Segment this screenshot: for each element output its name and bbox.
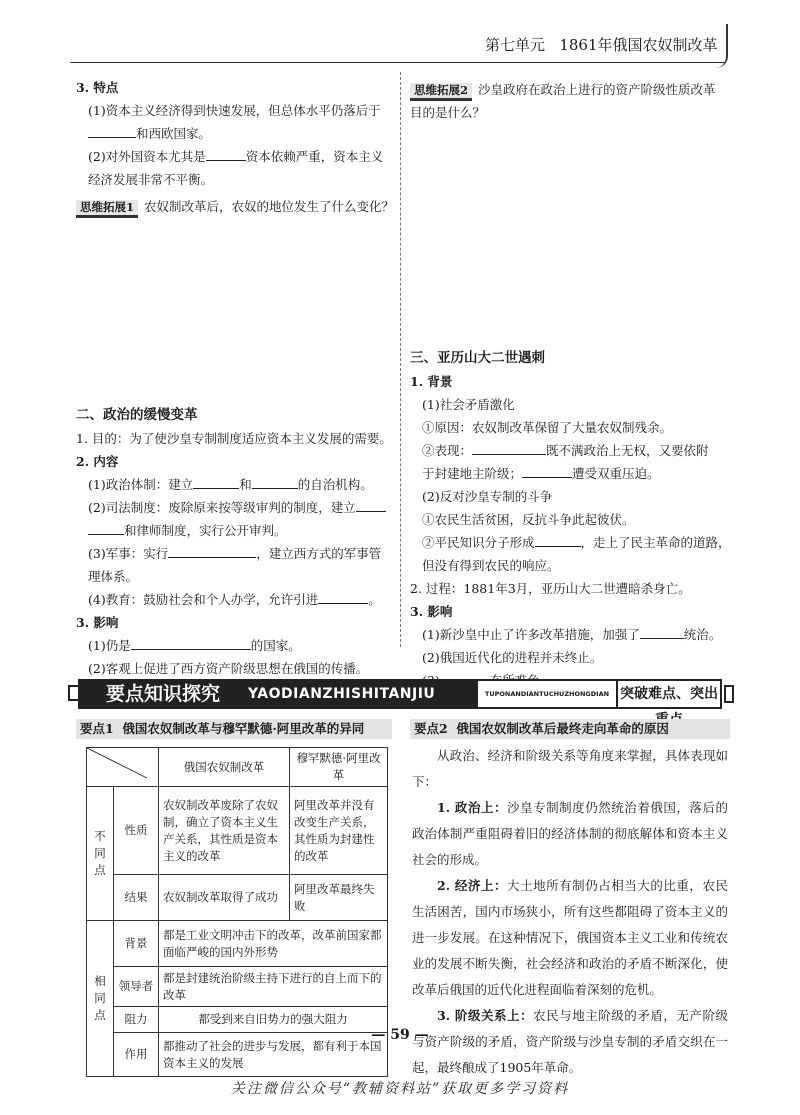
column-divider [400, 72, 401, 647]
text-line: 既不满政治上无权，又要依附 [546, 443, 709, 458]
table-cell: 都推动了社会的进步与发展，都有利于本国资本主义的发展 [159, 1033, 388, 1077]
right-top-block [410, 78, 728, 124]
unit-label: 第七单元 [485, 36, 546, 54]
table-cell: 农奴制改革取得了成功 [159, 875, 290, 921]
fill-blank[interactable] [193, 474, 239, 489]
text-line: 和西欧国家。 [136, 126, 212, 141]
row-category: 背景 [114, 921, 159, 967]
text-line: 于封建地主阶级； [422, 466, 523, 481]
text-line: 但没有得到农民的响应。 [422, 558, 560, 573]
diagonal-line-icon [87, 748, 147, 778]
table-cell: 都是封建统治阶级主持下进行的自上而下的改革 [159, 967, 388, 1007]
key-point-bar [76, 719, 392, 739]
fill-blank[interactable] [356, 497, 386, 512]
subheading: 1. 背景 [410, 374, 453, 389]
text-line: ，建立西方式的军事管 [256, 546, 382, 561]
banner-slogan: 突破难点、突出 [616, 679, 722, 709]
text-line: (1)新沙皇中止了许多改革措施，加强了 [422, 627, 640, 642]
chapter-title: 1861年俄国农奴制改革 [559, 36, 718, 54]
text-line: 的自治机构。 [297, 477, 373, 492]
text-line: (2)俄国近代化的进程并未终止。 [422, 650, 603, 665]
section-banner [66, 679, 732, 709]
left-top-block [76, 76, 394, 218]
text-line: ②表现： [422, 443, 473, 458]
row-category: 作用 [114, 1033, 159, 1077]
text-line: (1)仍是 [88, 638, 131, 653]
fill-blank[interactable] [472, 440, 546, 455]
page-number: — 59 — [371, 1027, 429, 1043]
key-point-label: 要点2 [414, 721, 448, 736]
paragraph: 大土地所有制仍占相当大的比重，农民生活困苦，国内市场狭小，所有这些都阻碍了资本主义的进一步发展。在这种情况下，俄国资本主义工业和传统农业的发展不断失衡，社会经济和政治的矛盾不断深化，使改革后俄国的近代化进程面临着深刻的危机。 [412, 878, 728, 997]
question-1: 农奴制改革后，农奴的地位发生了什么变化？ [144, 199, 395, 214]
text-line: (2)反对沙皇专制的斗争 [422, 489, 553, 504]
text-line: (1)资本主义经济得到快速发展，但总体水平仍落后于 [88, 103, 381, 118]
fill-blank[interactable] [131, 635, 251, 650]
paragraph-label: 2. 经济上： [437, 878, 508, 893]
fill-blank[interactable] [252, 474, 298, 489]
thinking-tag-2: 思维拓展2 [410, 83, 472, 101]
fill-blank[interactable] [535, 532, 581, 547]
text-line: 经济发展非常不平衡。 [88, 172, 214, 187]
thinking-tag-1: 思维拓展1 [76, 200, 138, 218]
key-point-1 [76, 719, 392, 1077]
row-category: 领导者 [114, 967, 159, 1007]
text-line: 2. 过程：1881年3月，亚历山大二世遭暗杀身亡。 [410, 581, 691, 596]
row-category: 结果 [114, 875, 159, 921]
key-point-label: 要点1 [80, 721, 114, 736]
group-label: 不同点 [87, 787, 114, 921]
text-line: 统治。 [683, 627, 722, 642]
table-cell: 阿里改革最终失败 [290, 875, 388, 921]
text-line: 遭受双重压迫。 [572, 466, 660, 481]
text-line: (3)军事：实行 [88, 546, 169, 561]
question-2-cont: 目的是什么？ [410, 105, 486, 120]
paragraph: 沙皇专制制度仍然统治着俄国，落后的政治体制严重阻碍着旧的经济体制的彻底解体和资本主义社会的形成。 [412, 800, 728, 867]
text-line: 和律师制度，实行公开审判。 [124, 523, 287, 538]
subheading: 3. 影响 [76, 615, 119, 630]
fill-blank[interactable] [640, 624, 684, 639]
text-line: (4)教育：鼓励社会和个人办学，允许引进 [88, 592, 319, 607]
fill-blank[interactable] [318, 589, 368, 604]
group-label: 相同点 [87, 921, 114, 1077]
row-category: 阻力 [114, 1007, 159, 1033]
banner-end-icon [724, 685, 734, 703]
table-cell: 都是工业文明冲击下的改革，改革前国家都面临严峻的国内外形势 [159, 921, 388, 967]
fill-blank[interactable] [206, 146, 246, 161]
paragraph: 农民与地主阶级的矛盾，无产阶级与资产阶级的矛盾，资产阶级与沙皇专制的矛盾交织在一起，最终酿成了1905年革命。 [412, 1008, 728, 1075]
banner-pinyin-small: TUPONANDIANTUCHUZHONGDIAN [478, 679, 616, 709]
text-line: ①原因：农奴制改革保留了大量农奴制残余。 [422, 420, 673, 435]
text-line: ①农民生活贫困，反抗斗争此起彼伏。 [422, 512, 635, 527]
key-point-title: 俄国农奴制改革与穆罕默德·阿里改革的异同 [122, 721, 365, 736]
paragraph: 从政治、经济和阶级关系等角度来掌握，具体表现如下： [412, 748, 728, 789]
header-curve [712, 24, 728, 68]
table-cell: 农奴制改革废除了农奴制，确立了资本主义生产关系，其性质是资本主义的改革 [159, 787, 290, 875]
section-title: 二、政治的缓慢变革 [76, 407, 198, 423]
subheading: 2. 内容 [76, 454, 119, 469]
heading-features: 3. 特点 [76, 80, 119, 95]
header-rule [70, 62, 726, 63]
text-line: (1)社会矛盾激化 [422, 397, 515, 412]
table-cell: 都受到来自旧势力的强大阻力 [159, 1007, 388, 1033]
text-line: 理体系。 [88, 569, 139, 584]
fill-blank[interactable] [88, 123, 136, 138]
text-line: (2)客观上促进了西方资产阶级思想在俄国的传播。 [88, 661, 369, 676]
footer-note: 关注微信公众号“教辅资料站”获取更多学习资料 [230, 1081, 570, 1097]
text-line: ②平民知识分子形成 [422, 535, 535, 550]
question-2: 沙皇政府在政治上进行的资产阶级性质改革 [478, 82, 716, 97]
section-alexander-assassination [410, 347, 731, 692]
column-header: 俄国农奴制改革 [159, 748, 290, 787]
banner-title: 要点知识探究 [78, 679, 242, 709]
text-line: 的国家。 [250, 638, 301, 653]
fill-blank[interactable] [88, 520, 124, 535]
fill-blank[interactable] [168, 543, 256, 558]
banner-pinyin: YAODIANZHISHITANJIU [242, 679, 478, 709]
key-point-title: 俄国农奴制改革后最终走向革命的原因 [456, 721, 669, 736]
paragraph-label: 1. 政治上： [437, 800, 508, 815]
running-header [485, 34, 718, 55]
section-title: 三、亚历山大二世遇刺 [410, 350, 545, 366]
table-corner [87, 748, 159, 787]
text-line: (2)对外国资本尤其是 [88, 149, 206, 164]
row-category: 性质 [114, 787, 159, 875]
fill-blank[interactable] [522, 463, 572, 478]
section-political-reform [76, 404, 394, 680]
column-header: 穆罕默德·阿里改革 [290, 748, 388, 787]
paragraph-label: 3. 阶级关系上： [437, 1008, 534, 1023]
text-line: 1. 目的：为了使沙皇专制制度适应资本主义发展的需要。 [76, 431, 392, 446]
text-line: ，走上了民主革命的道路， [580, 535, 731, 550]
text-line: (2)司法制度：废除原来按等级审判的制度，建立 [88, 500, 356, 515]
text-line: 。 [368, 592, 381, 607]
key-point-bar [410, 719, 730, 739]
text-line: 和 [239, 477, 252, 492]
text-line: (1)政治体制：建立 [88, 477, 194, 492]
table-cell: 阿里改革并没有改变生产关系，其性质为封建性的改革 [290, 787, 388, 875]
text-line: 资本依赖严重，资本主义 [245, 149, 384, 164]
subheading: 3. 影响 [410, 604, 453, 619]
